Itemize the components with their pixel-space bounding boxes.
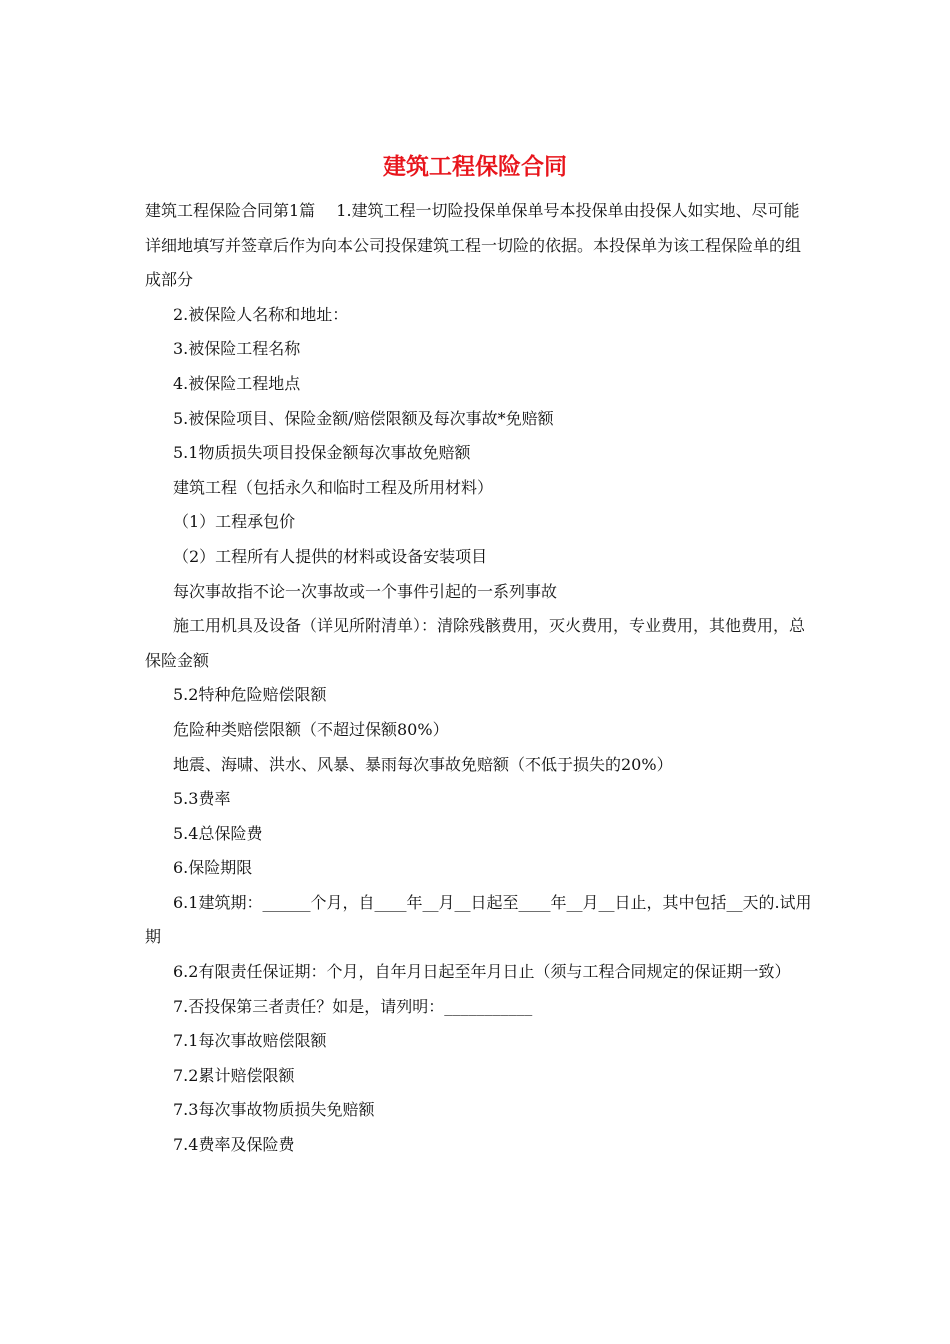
paragraph: （2）工程所有人提供的材料或设备安装项目 xyxy=(173,546,488,566)
paragraph: 6.1建筑期：______个月，自____年__月__日起至____年__月__日止，其中包括__天的.试用期 xyxy=(145,892,812,947)
paragraph: 5.2特种危险赔偿限额 xyxy=(173,685,327,705)
paragraph: 建筑工程保险合同第1篇 1.建筑工程一切险投保单保单号本投保单由投保人如实地、尽可能详细地填写并签章后作为向本公司投保建筑工程一切险的依据。本投保单为该工程保险单的组成部分 xyxy=(145,201,802,290)
paragraph: 每次事故指不论一次事故或一个事件引起的一系列事故 xyxy=(173,581,558,601)
paragraph: 建筑工程（包括永久和临时工程及所用材料） xyxy=(173,477,494,497)
paragraph: 5.4总保险费 xyxy=(173,823,263,843)
paragraph: 3.被保险工程名称 xyxy=(173,339,301,359)
paragraph: 7.1每次事故赔偿限额 xyxy=(173,1031,327,1051)
paragraph: （1）工程承包价 xyxy=(173,512,296,532)
paragraph: 7.3每次事故物质损失免赔额 xyxy=(173,1100,375,1120)
paragraph: 施工用机具及设备（详见所附清单）：清除残骸费用，灭火费用，专业费用，其他费用，总保险金额 xyxy=(145,616,806,670)
paragraph: 4.被保险工程地点 xyxy=(173,373,301,393)
paragraph: 5.1物质损失项目投保金额每次事故免赔额 xyxy=(173,443,471,463)
document-title: 建筑工程保险合同 xyxy=(383,153,567,180)
document-body xyxy=(145,194,813,1163)
paragraph: 6.保险期限 xyxy=(173,858,253,878)
paragraph: 7.否投保第三者责任？如是，请列明：___________ xyxy=(173,996,533,1016)
paragraph: 7.2累计赔偿限额 xyxy=(173,1065,295,1085)
paragraph: 危险种类赔偿限额（不超过保额80%） xyxy=(173,719,449,739)
paragraph: 地震、海啸、洪水、风暴、暴雨每次事故免赔额（不低于损失的20%） xyxy=(173,754,673,774)
paragraph: 7.4费率及保险费 xyxy=(173,1135,295,1155)
paragraph: 5.3费率 xyxy=(173,789,231,809)
paragraph: 5.被保险项目、保险金额/赔偿限额及每次事故*免赔额 xyxy=(173,408,554,428)
paragraph: 6.2有限责任保证期：个月，自年月日起至年月日止（须与工程合同规定的保证期一致） xyxy=(173,962,791,982)
paragraph: 2.被保险人名称和地址： xyxy=(173,304,349,324)
